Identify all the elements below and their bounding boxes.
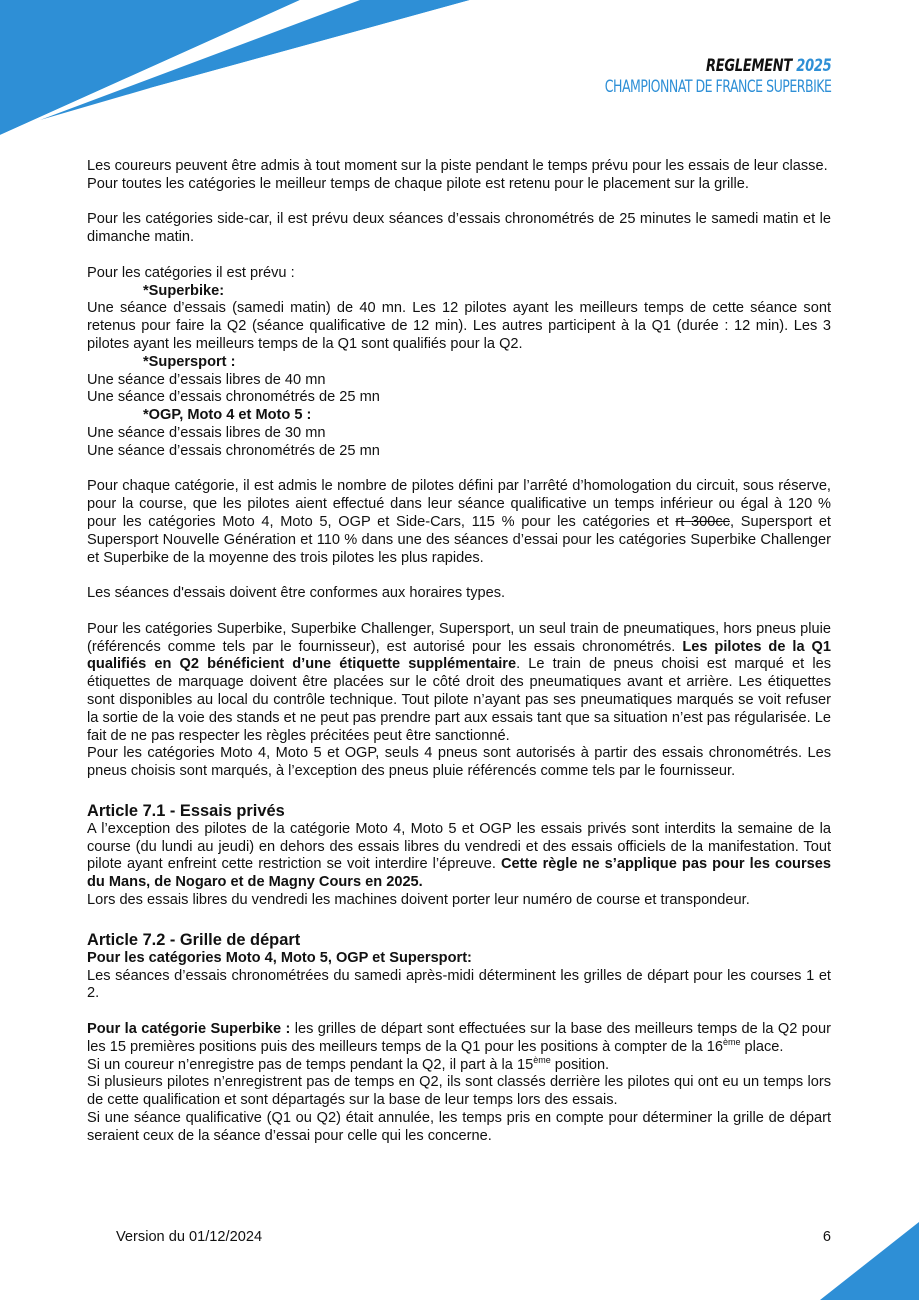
article-7-1-paragraph-2: Lors des essais libres du vendredi les machines doivent porter leur numéro de course et transpondeur.	[87, 892, 750, 909]
paragraph-best-time: Pour toutes les catégories le meilleur temps de chaque pilote est retenu pour le placement sur la grille.	[87, 175, 749, 192]
supersport-line-2: Une séance d’essais chronométrés de 25 mn	[87, 389, 380, 406]
paragraph-categories-intro: Pour les catégories il est prévu :	[87, 264, 295, 281]
article-7-2-subtitle: Pour les catégories Moto 4, Moto 5, OGP et Supersport:	[87, 949, 472, 966]
article-7-1-title: Article 7.1 - Essais privés	[87, 801, 285, 820]
article-7-2-paragraph-4: Si plusieurs pilotes n’enregistrent pas de temps en Q2, ils sont classés derrière les pilotes qui ont eu un temps lors de cette qualification et sont départagés sur la base de leur temps lors des essais.	[87, 1074, 831, 1109]
header-title-year: 2025	[795, 56, 831, 76]
footer-page-number: 6	[822, 1229, 831, 1245]
ogp-line-2: Une séance d’essais chronométrés de 25 mn	[87, 442, 380, 459]
header-title	[596, 56, 831, 76]
article-7-2-paragraph-3: Si un coureur n’enregistre pas de temps pendant la Q2, il part à la 15ème position.	[87, 1054, 610, 1073]
header-title-prefix: REGLEMENT	[705, 56, 792, 76]
document-header	[555, 56, 831, 98]
supersport-label: *Supersport :	[143, 353, 236, 370]
paragraph-admission: Les coureurs peuvent être admis à tout moment sur la piste pendant le temps prévu pour les essais de leur classe.	[87, 158, 828, 174]
article-7-2-paragraph-2: Pour la catégorie Superbike : les grilles de départ sont effectuées sur la base des meilleurs temps de la Q2 pour les 15 premières positions puis des meilleurs temps de la Q1 pour les positions à compter de la 16ème place.	[87, 1021, 831, 1055]
superbike-text: Une séance d’essais (samedi matin) de 40 mn. Les 12 pilotes ayant les meilleurs temps de cette séance sont retenus pour faire la Q2 (séance qualificative de 12 min). Les autres participent à la Q1 (durée : 12 min). Les 3 pilotes ayant les meilleurs temps de la Q1 sont qualifiés pour la Q2.	[87, 300, 831, 352]
superbike-label: *Superbike:	[143, 282, 225, 299]
paragraph-schedule: Les séances d'essais doivent être conformes aux horaires types.	[87, 585, 506, 602]
footer-version: Version du 01/12/2024	[116, 1229, 263, 1245]
article-7-2-title: Article 7.2 - Grille de départ	[87, 930, 301, 949]
ogp-label: *OGP, Moto 4 et Moto 5 :	[143, 407, 312, 424]
article-7-2-paragraph-1: Les séances d’essais chronométrées du samedi après-midi déterminent les grilles de départ pour les courses 1 et 2.	[87, 967, 831, 1002]
paragraph-tyres: Pour les catégories Superbike, Superbike Challenger, Supersport, un seul train de pneumatiques, hors pneus pluie (référencés comme tels par le fournisseur), est autorisé pour les essais chronométrés. Les pilotes de la Q1 qualifiés en Q2 bénéficient d’une étiquette supplémentaire. Le train de pneus choisi est marqué et les étiquettes de marquage doivent être placées sur le côté droit des pneumatiques avant et arrière. Les étiquettes sont disponibles au local du contrôle technique. Tout pilote n’ayant pas ses pneumatiques marqués se voit refuser la sortie de la voie des stands et ne peut pas prendre part aux essais tant que sa situation n’est pas régularisée. Le fait de ne pas respecter les règles précitées peut être sanctionné.	[87, 620, 831, 744]
paragraph-tyres-moto: Pour les catégories Moto 4, Moto 5 et OGP, seuls 4 pneus sont autorisés à partir des essais chronométrés. Les pneus choisis sont marqués, à l’exception des pneus pluie référencés comme tels par le fournisseur.	[87, 745, 831, 780]
header-subtitle: CHAMPIONNAT DE FRANCE SUPERBIKE	[604, 77, 831, 97]
document-body	[87, 158, 831, 1146]
supersport-line-1: Une séance d’essais libres de 40 mn	[87, 371, 326, 388]
paragraph-side-car: Pour les catégories side-car, il est prévu deux séances d’essais chronométrés de 25 minutes le samedi matin et le dimanche matin.	[87, 211, 831, 246]
ogp-line-1: Une séance d’essais libres de 30 mn	[87, 424, 326, 441]
paragraph-qualification-limit: Pour chaque catégorie, il est admis le nombre de pilotes défini par l’arrêté d’homologation du circuit, sous réserve, pour la course, que les pilotes aient effectué dans leur séance qualificative un temps inférieur ou égal à 120 % pour les catégories Moto 4, Moto 5, OGP et Side-Cars, 115 % pour les catégories et rt 300cc, Supersport et Supersport Nouvelle Génération et 110 % dans une des séances d’essai pour les catégories Superbike Challenger et Superbike de la moyenne des trois pilotes les plus rapides.	[87, 478, 831, 566]
article-7-2-paragraph-5: Si une séance qualificative (Q1 ou Q2) était annulée, les temps pris en compte pour déterminer la grille de départ seraient ceux de la séance d’essai pour celle qui les concerne.	[87, 1110, 831, 1144]
article-7-1-paragraph-1: A l’exception des pilotes de la catégorie Moto 4, Moto 5 et OGP les essais privés sont interdits la semaine de la course (du lundi au jeudi) en dehors des essais libres du vendredi et des essais officiels de la manifestation. Tout pilote ayant enfreint cette restriction se voit interdire l’épreuve. Cette règle ne s’applique pas pour les courses du Mans, de Nogaro et de Magny Cours en 2025.	[87, 820, 831, 891]
